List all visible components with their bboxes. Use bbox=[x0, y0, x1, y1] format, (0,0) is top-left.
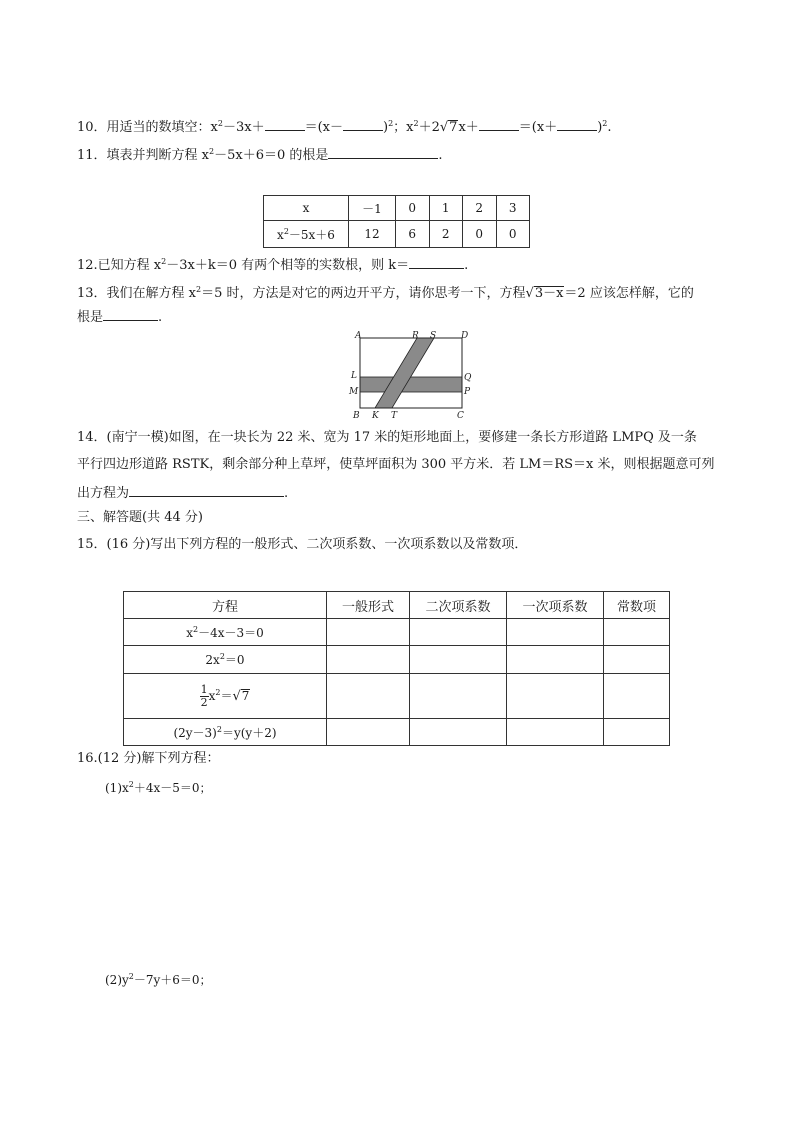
column-header: 一般形式 bbox=[327, 592, 410, 619]
q10-text: －3x＋ bbox=[222, 120, 265, 135]
radicand: 7 bbox=[449, 120, 458, 135]
q11-text: . bbox=[438, 148, 443, 163]
table-cell: 12 bbox=[349, 221, 396, 248]
label-t: T bbox=[391, 411, 398, 421]
answer-cell[interactable] bbox=[410, 619, 507, 646]
question-14-line1: 14．(南宁一模)如图，在一块长为 22 米、宽为 17 米的矩形地面上，要修建一条长方形道路 LMPQ 及一条 bbox=[77, 430, 697, 445]
denominator: 2 bbox=[200, 695, 208, 709]
cell-text: －5x＋6 bbox=[288, 227, 335, 242]
answer-cell[interactable] bbox=[507, 619, 604, 646]
label-q: Q bbox=[464, 373, 472, 383]
table-header-row bbox=[124, 592, 670, 619]
label-p: P bbox=[464, 387, 471, 397]
answer-cell[interactable] bbox=[604, 719, 670, 746]
column-header: 一次项系数 bbox=[507, 592, 604, 619]
answer-blank[interactable] bbox=[409, 254, 464, 269]
road-lmpq bbox=[360, 377, 462, 392]
q13-text: . bbox=[158, 310, 163, 325]
table-cell: 3 bbox=[496, 196, 530, 221]
cell-text: x bbox=[277, 227, 284, 242]
question-16: 16.(12 分)解下列方程： bbox=[77, 751, 220, 766]
q11-text: －5x＋6＝0 的根是 bbox=[214, 148, 329, 163]
fraction bbox=[200, 684, 209, 709]
cell-text: －4x－3＝0 bbox=[198, 625, 264, 640]
column-header: 二次项系数 bbox=[410, 592, 507, 619]
equation-cell bbox=[124, 619, 327, 646]
section-heading: 三、解答题(共 44 分) bbox=[77, 510, 203, 525]
subquestion-2 bbox=[105, 967, 212, 990]
question-10 bbox=[77, 114, 612, 138]
table-row bbox=[264, 221, 530, 248]
exp: 2 bbox=[128, 972, 134, 981]
q12-text: －3x＋k＝0 有两个相等的实数根，则 k＝ bbox=[166, 258, 410, 273]
answer-cell[interactable] bbox=[327, 646, 410, 674]
q13-text: 13．我们在解方程 x bbox=[77, 286, 197, 301]
table-cell: 2 bbox=[463, 196, 497, 221]
answer-blank[interactable] bbox=[265, 116, 305, 131]
exp: 2 bbox=[219, 652, 225, 661]
q10-text: ) bbox=[382, 120, 389, 135]
label-m: M bbox=[349, 387, 359, 397]
q10-text: ；x bbox=[393, 120, 414, 135]
answer-blank[interactable] bbox=[479, 116, 519, 131]
exp: 2 bbox=[193, 624, 199, 634]
answer-cell[interactable] bbox=[604, 619, 670, 646]
q12-text: . bbox=[464, 258, 469, 273]
table-cell: x bbox=[264, 196, 349, 221]
sub-text: ＋4x－5＝0； bbox=[133, 781, 212, 795]
equation-cell bbox=[124, 719, 327, 746]
numerator: 1 bbox=[200, 682, 208, 696]
exp: 2 bbox=[128, 780, 134, 789]
q10-text: ＋2 bbox=[418, 120, 440, 135]
table-cell bbox=[264, 221, 349, 248]
table-row bbox=[124, 646, 670, 674]
answer-blank[interactable] bbox=[129, 482, 284, 497]
question-14-line2: 平行四边形道路 RSTK，剩余部分种上草坪，使草坪面积为 300 平方米．若 LM＝RS＝x 米，则根据题意可列 bbox=[77, 457, 715, 472]
answer-blank[interactable] bbox=[343, 116, 383, 131]
q14-text: . bbox=[284, 486, 289, 501]
exp: 2 bbox=[217, 119, 223, 128]
table-cell: 2 bbox=[429, 221, 463, 248]
cell-text: 2x bbox=[205, 653, 220, 667]
radicand: 7 bbox=[241, 688, 250, 703]
table-cell: 6 bbox=[396, 221, 430, 248]
road-rstk bbox=[375, 338, 434, 408]
answer-cell[interactable] bbox=[327, 674, 410, 719]
answer-cell[interactable] bbox=[604, 646, 670, 674]
label-l: L bbox=[351, 371, 357, 381]
answer-cell[interactable] bbox=[604, 674, 670, 719]
table-cell: 1 bbox=[429, 196, 463, 221]
answer-cell[interactable] bbox=[507, 719, 604, 746]
q10-text: x＋ bbox=[458, 120, 479, 135]
table-q11 bbox=[263, 195, 530, 248]
exp: 2 bbox=[209, 147, 215, 156]
table-row bbox=[124, 619, 670, 646]
answer-cell[interactable] bbox=[410, 719, 507, 746]
radicand: 3－x bbox=[534, 286, 564, 301]
label-d: D bbox=[461, 331, 469, 341]
equation-cell bbox=[124, 674, 327, 719]
exp: 2 bbox=[283, 226, 289, 236]
q11-text: 11．填表并判断方程 x bbox=[77, 148, 210, 163]
label-b: B bbox=[353, 411, 360, 421]
exp: 2 bbox=[215, 687, 221, 697]
exp: 2 bbox=[161, 257, 167, 266]
exp: 2 bbox=[388, 119, 394, 128]
table-cell: －1 bbox=[349, 196, 396, 221]
table-cell: 0 bbox=[396, 196, 430, 221]
label-k: K bbox=[372, 411, 379, 421]
exp: 2 bbox=[216, 724, 222, 734]
q13-text: ＝2 应该怎样解，它的 bbox=[564, 286, 694, 301]
cell-text: ＝ bbox=[220, 688, 233, 703]
cell-text: ＝y(y＋2) bbox=[221, 725, 277, 740]
q14-text: 出方程为 bbox=[77, 486, 130, 501]
cell-text: x bbox=[208, 688, 216, 703]
answer-blank[interactable] bbox=[557, 116, 597, 131]
answer-blank[interactable] bbox=[103, 306, 158, 321]
question-13-line1 bbox=[77, 280, 694, 304]
question-14-line3 bbox=[77, 482, 288, 504]
q10-text: . bbox=[607, 120, 612, 135]
label-r: R bbox=[412, 331, 419, 341]
question-13-line2 bbox=[77, 306, 162, 328]
cell-text: x bbox=[186, 625, 193, 640]
equation-cell bbox=[124, 646, 327, 674]
q12-text: 12.已知方程 x bbox=[77, 258, 162, 273]
q13-text: ＝5 时，方法是对它的两边开平方，请你思考一下，方程 bbox=[201, 286, 526, 301]
label-a: A bbox=[355, 331, 362, 341]
q10-text: 10．用适当的数填空：x bbox=[77, 120, 218, 135]
exp: 2 bbox=[413, 119, 419, 128]
question-12 bbox=[77, 252, 468, 276]
table-q15 bbox=[123, 591, 670, 746]
table-row bbox=[124, 674, 670, 719]
answer-cell[interactable] bbox=[507, 646, 604, 674]
table-cell: 0 bbox=[463, 221, 497, 248]
sub-text: (1)x bbox=[105, 781, 129, 795]
exp: 2 bbox=[602, 119, 608, 128]
column-header: 常数项 bbox=[604, 592, 670, 619]
table-row bbox=[264, 196, 530, 221]
sub-text: (2)y bbox=[105, 973, 129, 987]
sqrt-icon: √ bbox=[525, 286, 534, 301]
answer-cell[interactable] bbox=[327, 619, 410, 646]
cell-text: ＝0 bbox=[224, 653, 245, 667]
question-11 bbox=[77, 142, 443, 166]
answer-blank[interactable] bbox=[328, 144, 438, 159]
sqrt-icon: √ bbox=[232, 688, 241, 704]
subquestion-1 bbox=[105, 775, 212, 798]
sub-text: －7y＋6＝0； bbox=[133, 973, 212, 987]
q13-text: 根是 bbox=[77, 310, 104, 325]
question-15: 15．(16 分)写出下列方程的一般形式、二次项系数、一次项系数以及常数项． bbox=[77, 537, 528, 552]
exp: 2 bbox=[196, 285, 202, 294]
answer-cell[interactable] bbox=[507, 674, 604, 719]
table-row bbox=[124, 719, 670, 746]
cell-text: (2y－3) bbox=[173, 725, 217, 740]
q10-text: ＝(x＋ bbox=[518, 120, 558, 135]
column-header: 方程 bbox=[124, 592, 327, 619]
sqrt-icon: √ bbox=[439, 120, 449, 135]
answer-cell[interactable] bbox=[410, 646, 507, 674]
q10-text: ＝(x－ bbox=[304, 120, 343, 135]
table-cell: 0 bbox=[496, 221, 530, 248]
answer-cell[interactable] bbox=[327, 719, 410, 746]
q10-text: ) bbox=[597, 120, 603, 135]
label-c: C bbox=[457, 411, 464, 421]
answer-cell[interactable] bbox=[410, 674, 507, 719]
rectangle-road-figure bbox=[345, 330, 475, 422]
label-s: S bbox=[430, 331, 437, 341]
